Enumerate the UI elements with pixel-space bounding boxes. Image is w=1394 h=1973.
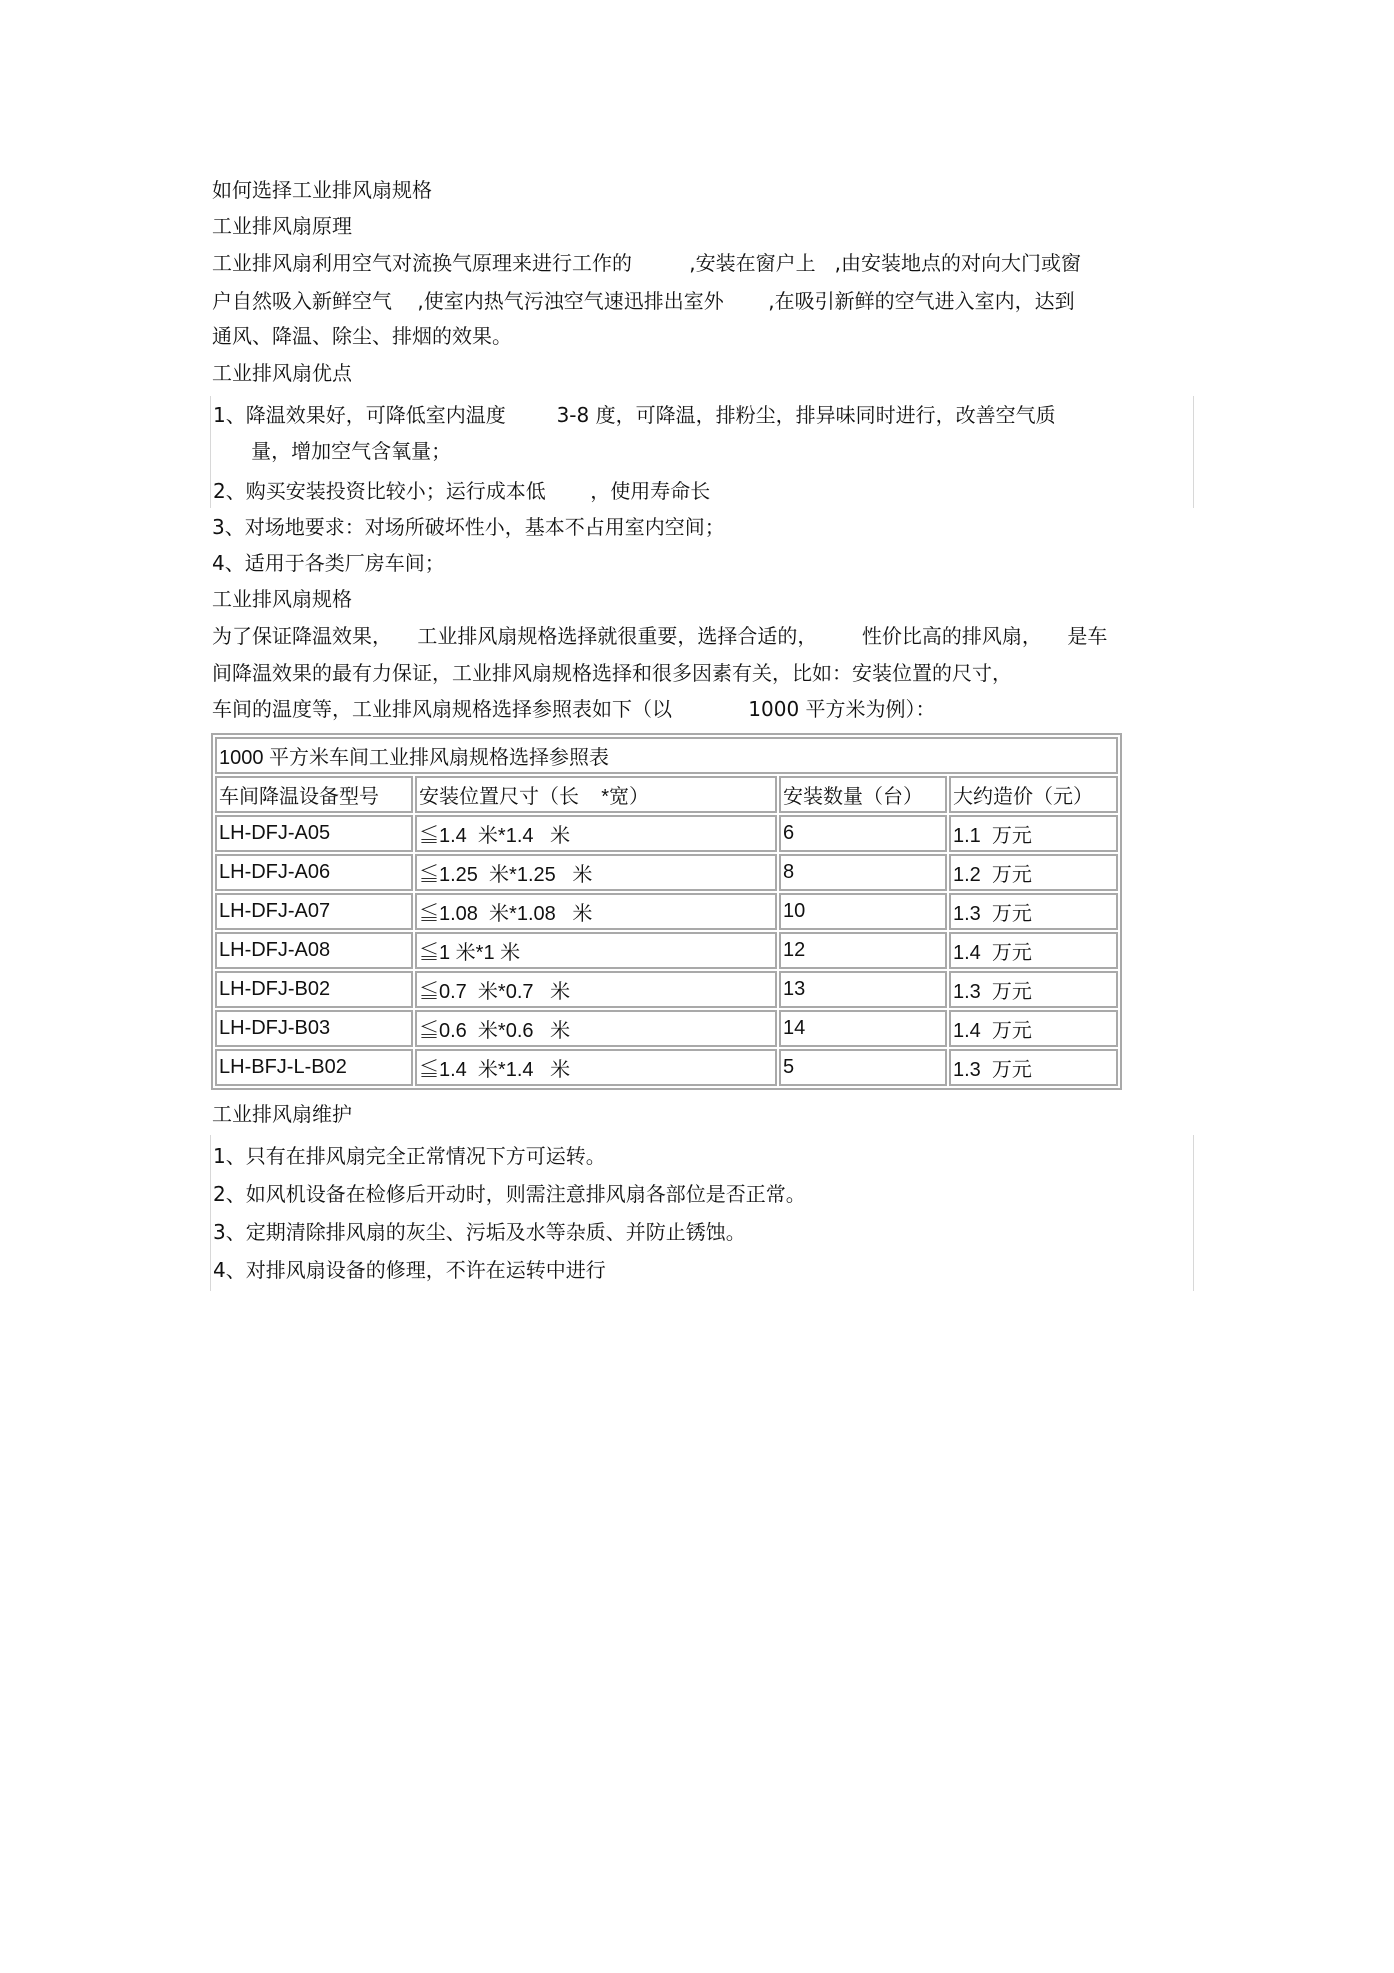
cell-price: 1.2 万元 [949,854,1118,891]
cell-model: LH-DFJ-B02 [215,971,413,1008]
header-size: 安装位置尺寸（长 *宽） [415,776,777,813]
principle-line-3: 通风、降温、除尘、排烟的效果。 [212,324,512,348]
specs-line-3: 车间的温度等，工业排风扇规格选择参照表如下（以 1000 平方米为例）： [212,697,936,721]
maintenance-item-1: 1、只有在排风扇完全正常情况下方可运转。 [213,1144,606,1168]
advantage-item-1-cont: 量，增加空气含氧量； [213,439,452,463]
table-row [215,971,1118,1008]
cell-quantity: 12 [779,932,947,969]
section-heading-principle: 工业排风扇原理 [212,214,352,238]
cell-size: ≦1.08 米*1.08 米 [415,893,777,930]
cell-price: 1.3 万元 [949,1049,1118,1086]
table-row [215,1049,1118,1086]
advantage-item-3: 3、对场地要求：对场所破坏性小，基本不占用室内空间； [212,515,725,539]
cell-model: LH-DFJ-A05 [215,815,413,852]
header-price: 大约造价（元） [949,776,1118,813]
cell-price: 1.3 万元 [949,971,1118,1008]
advantage-item-2: 2、购买安装投资比较小；运行成本低 ，使用寿命长 [213,479,711,503]
table-row [215,815,1118,852]
cell-price: 1.4 万元 [949,1010,1118,1047]
maintenance-item-2: 2、如风机设备在检修后开动时，则需注意排风扇各部位是否正常。 [213,1182,806,1206]
cell-size: ≦0.6 米*0.6 米 [415,1010,777,1047]
maintenance-item-3: 3、定期清除排风扇的灰尘、污垢及水等杂质、并防止锈蚀。 [213,1220,746,1244]
advantage-item-1: 1、降温效果好，可降低室内温度 3-8 度，可降温，排粉尘，排异味同时进行，改善空气质 [213,403,1056,427]
specs-line-1: 为了保证降温效果， 工业排风扇规格选择就很重要，选择合适的， 性价比高的排风扇， 是车 [212,624,1108,648]
cell-quantity: 13 [779,971,947,1008]
table-row [215,932,1118,969]
header-model: 车间降温设备型号 [215,776,413,813]
principle-line-2: 户自然吸入新鲜空气 ,使室内热气污浊空气速迅排出室外 ,在吸引新鲜的空气进入室内，达到 [212,289,1075,313]
table-header-row [215,776,1118,813]
cell-model: LH-DFJ-B03 [215,1010,413,1047]
cell-model: LH-DFJ-A08 [215,932,413,969]
cell-size: ≦1.4 米*1.4 米 [415,815,777,852]
cell-quantity: 8 [779,854,947,891]
cell-model: LH-DFJ-A07 [215,893,413,930]
spec-table [211,733,1122,1090]
cell-price: 1.4 万元 [949,932,1118,969]
section-heading-advantages: 工业排风扇优点 [212,361,352,385]
cell-quantity: 10 [779,893,947,930]
table-row [215,1010,1118,1047]
table-caption-row [215,737,1118,774]
section-heading-specs: 工业排风扇规格 [212,587,352,611]
cell-size: ≦1.25 米*1.25 米 [415,854,777,891]
cell-size: ≦1.4 米*1.4 米 [415,1049,777,1086]
table-caption: 1000 平方米车间工业排风扇规格选择参照表 [215,737,1118,774]
cell-size: ≦1 米*1 米 [415,932,777,969]
maintenance-list [210,1135,1194,1291]
cell-model: LH-DFJ-A06 [215,854,413,891]
header-quantity: 安装数量（台） [779,776,947,813]
table-row [215,854,1118,891]
section-heading-maintenance: 工业排风扇维护 [212,1102,352,1126]
table-row [215,893,1118,930]
principle-line-1: 工业排风扇利用空气对流换气原理来进行工作的 ,安装在窗户上 ,由安装地点的对向大门或窗 [212,251,1082,275]
cell-price: 1.3 万元 [949,893,1118,930]
advantages-list [210,396,1194,508]
advantage-item-4: 4、适用于各类厂房车间； [212,551,445,575]
cell-quantity: 14 [779,1010,947,1047]
cell-model: LH-BFJ-L-B02 [215,1049,413,1086]
document-title: 如何选择工业排风扇规格 [212,178,432,202]
specs-line-2: 间降温效果的最有力保证，工业排风扇规格选择和很多因素有关，比如：安装位置的尺寸， [212,661,1012,685]
maintenance-item-4: 4、对排风扇设备的修理，不许在运转中进行 [213,1258,606,1282]
cell-price: 1.1 万元 [949,815,1118,852]
cell-quantity: 5 [779,1049,947,1086]
cell-size: ≦0.7 米*0.7 米 [415,971,777,1008]
cell-quantity: 6 [779,815,947,852]
